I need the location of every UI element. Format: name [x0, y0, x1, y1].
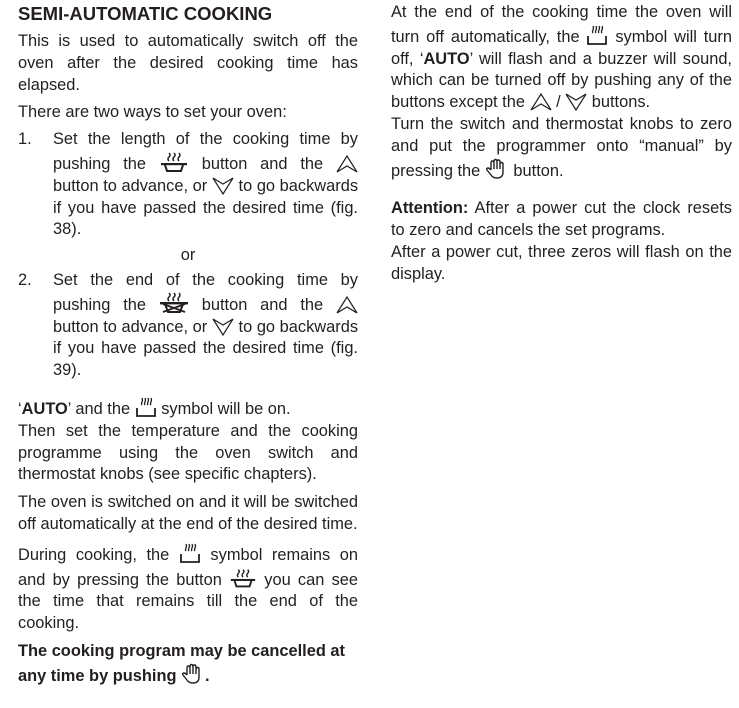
- list-number: 2.: [18, 270, 32, 289]
- or-separator: or: [180, 246, 196, 265]
- right-column: [391, 0, 732, 286]
- during-cooking-paragraph: [18, 542, 358, 635]
- text: symbol will turn off, ‘: [391, 27, 732, 68]
- advance-arrow-icon: [336, 155, 358, 173]
- turn-knobs-paragraph: [391, 114, 732, 182]
- cooking-end-icon: [159, 292, 189, 314]
- text: During cooking, the: [18, 545, 170, 564]
- back-arrow-icon: [565, 93, 587, 111]
- text: At the end of the cooking time the oven will turn off automatically, the: [391, 3, 732, 46]
- quote: ‘: [18, 399, 22, 418]
- back-arrow-icon: [212, 177, 234, 195]
- cooking-symbol-icon: [179, 542, 201, 564]
- end-of-cooking-paragraph: [391, 2, 732, 114]
- list-item-2: [18, 270, 358, 382]
- back-arrow-icon: [212, 318, 234, 336]
- text: ’ will flash and a buzzer will sound, which can be turned off by pushing any of the buttons except the: [391, 49, 732, 112]
- switched-paragraph: The oven is switched on and it will be switched off automatically at the end of the desired time.: [18, 493, 358, 533]
- item2-text: button and the: [201, 295, 324, 314]
- text: symbol will be on.: [161, 399, 291, 418]
- separator: /: [556, 93, 561, 112]
- left-column: [18, 0, 358, 688]
- item1-text: button to advance, or: [53, 176, 208, 195]
- text: After a power cut the clock resets to zero and cancels the set programs.: [391, 199, 732, 240]
- intro-paragraph: This is used to automatically switch off the oven after the desired cooking time has elapsed.: [18, 32, 358, 94]
- text: Turn the switch and thermostat knobs to zero and put the programmer onto “manual” by pressing the: [391, 114, 732, 180]
- cooking-symbol-icon: [135, 396, 157, 418]
- ways-paragraph: There are two ways to set your oven:: [18, 103, 287, 122]
- text: button.: [513, 161, 564, 180]
- text: The cooking program may be cancelled at any time by pushing: [18, 641, 345, 685]
- text: you can see the time that remains till the end of the cooking.: [18, 570, 358, 633]
- list-number: 1.: [18, 130, 32, 149]
- text: symbol remains on and by pressing the button: [18, 545, 358, 589]
- auto-label: AUTO: [21, 399, 68, 418]
- list-item-1: [18, 129, 358, 241]
- auto-on-paragraph: [18, 396, 358, 421]
- cooking-duration-icon: [159, 151, 189, 173]
- text: buttons.: [591, 93, 651, 112]
- item1-text: to go backwards if you have passed the desired time (fig. 38).: [53, 176, 359, 239]
- cooking-symbol-icon: [586, 24, 608, 46]
- item1-text: button and the: [201, 154, 324, 173]
- cooking-duration-icon: [229, 567, 257, 589]
- text: .: [205, 666, 210, 685]
- power-cut-paragraph: After a power cut, three zeros will flash on the display.: [391, 242, 732, 283]
- advance-arrow-icon: [530, 93, 552, 111]
- item1-text: Set the length of the cooking time by pushing the: [53, 130, 358, 173]
- attention-paragraph: [391, 198, 732, 242]
- then-set-paragraph: Then set the temperature and the cooking programme using the oven switch and thermostat knobs (see specific chapters).: [18, 421, 358, 484]
- cancel-paragraph: [18, 641, 358, 688]
- item2-text: to go backwards if you have passed the desired time (fig. 39).: [53, 317, 359, 380]
- manual-hand-icon: [485, 158, 509, 180]
- advance-arrow-icon: [336, 296, 358, 314]
- text: ’ and the: [67, 399, 131, 418]
- auto-label: AUTO: [423, 49, 470, 68]
- item2-text: button to advance, or: [53, 317, 208, 336]
- section-title: SEMI-AUTOMATIC COOKING: [18, 3, 273, 24]
- manual-hand-icon: [181, 663, 205, 685]
- item2-text: Set the end of the cooking time by pushing the: [53, 270, 358, 314]
- attention-label: Attention:: [391, 199, 469, 218]
